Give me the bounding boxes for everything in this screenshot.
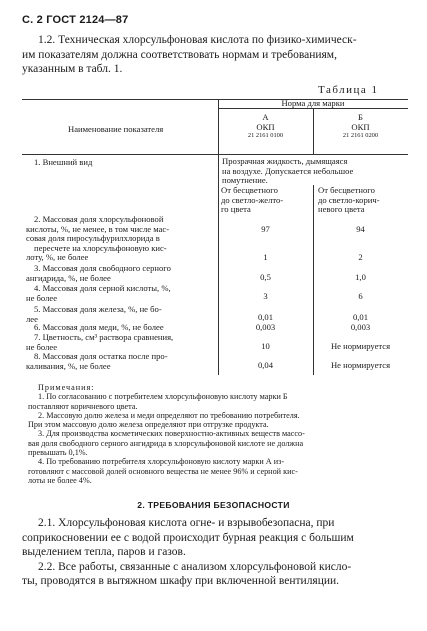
row-6-grade-b: 0,003 <box>350 322 371 332</box>
intro-line: указанным в табл. 1. <box>22 63 123 76</box>
col-header-name: Наименование показателя <box>68 124 164 134</box>
notes-line: поставляют коричневого цвета. <box>28 401 138 411</box>
row-2-grade-b-sub: 2 <box>358 252 363 262</box>
row-7-name <box>26 333 173 352</box>
row-6-grade-a: 0,003 <box>255 322 276 332</box>
row-2-grade-b-main: 94 <box>356 224 365 234</box>
row-3-name-line: 3. Массовая доля свободного серного <box>34 263 171 273</box>
section-title: 2. ТРЕБОВАНИЯ БЕЗОПАСНОСТИ <box>137 500 290 510</box>
grade-a-okp: ОКП <box>256 121 275 132</box>
notes-title: Примечания: <box>38 383 95 392</box>
notes-line: 2. Массовую долю железа и меди определяют по требованию потребителя. <box>38 410 300 420</box>
row-5-grade-a: 0,01 <box>257 312 274 322</box>
table-caption: Таблица 1 <box>318 84 379 96</box>
row-5-name-line: 5. Массовая доля железа, %, не бо- <box>34 304 162 314</box>
row-1-grade-a <box>221 186 283 215</box>
row-1-grade-a-line: От бесцветного <box>221 185 278 195</box>
row-2-name-line: совая доля пиросульфурилхлорида в <box>26 233 160 244</box>
safety-paragraph <box>22 516 408 589</box>
intro-line: 1.2. Техническая хлорсульфоновая кислота по физико-химическ- <box>38 34 357 46</box>
row-5-grade-b: 0,01 <box>352 312 369 322</box>
row-4-name <box>26 284 171 303</box>
row-2-grade-a-sub: 1 <box>263 252 268 262</box>
safety-line: 2.1. Хлорсульфоновая кислота огне- и взрывобезопасна, при <box>38 517 335 529</box>
row-4-grade-b: 6 <box>358 291 363 301</box>
row-3-name <box>26 264 171 283</box>
row-8-grade-b: Не нормируется <box>330 360 391 370</box>
notes-line: вая доля свободного серного ангидрида в хлорсульфоновой кислоте не должна <box>28 438 304 448</box>
safety-line: 2.2. Все работы, связанные с анализом хлорсульфоновой кисло- <box>38 560 352 573</box>
row-1-merged <box>222 157 353 186</box>
row-8-grade-a: 0,04 <box>257 360 274 370</box>
notes <box>28 383 305 485</box>
notes-line: 1. По согласованию с потребителем хлорсульфоновую кислоту марки Б <box>38 392 288 402</box>
notes-line: При этом массовую долю железа определяют при отгрузке продукта. <box>28 420 269 430</box>
safety-line: соприкосновении ее с водой происходит бурная реакция с большим <box>22 531 354 544</box>
notes-line: готовляют с массовой долей основного вещества не менее 96% и серной кис- <box>28 466 298 476</box>
row-3-grade-a: 0,5 <box>260 272 271 282</box>
row-7-name-line: не более <box>26 341 58 352</box>
row-6-name: 6. Массовая доля меди, %, не более <box>34 322 164 332</box>
row-3-name-line: ангидрида, %, не более <box>26 272 111 283</box>
row-8-name-line: 8. Массовая доля остатка после про- <box>34 351 168 361</box>
row-2-name-line: пересчете на хлорсульфоновую кис- <box>34 242 167 253</box>
notes-line: лоты не более 4%. <box>28 475 92 485</box>
row-2-grade-a-main: 97 <box>261 224 270 234</box>
row-1-merged-line: Прозрачная жидкость, дымящаяся <box>222 156 348 166</box>
col-header-norm: Норма для марки <box>281 98 345 108</box>
row-1-grade-b-line: От бесцветного <box>318 185 375 195</box>
grade-b-okp: ОКП <box>351 121 370 132</box>
grade-a-header <box>218 113 313 140</box>
grade-b-code: 21 2161 0200 <box>342 132 379 140</box>
intro-paragraph <box>22 33 408 77</box>
row-4-name-line: не более <box>26 292 58 303</box>
row-2-name <box>26 215 169 263</box>
notes-line: превышать 0,1%. <box>28 448 88 458</box>
row-7-grade-b: Не нормируется <box>330 341 391 351</box>
page-header: С. 2 ГОСТ 2124—87 <box>22 14 129 26</box>
row-8-name-line: каливания, %, не более <box>26 360 111 371</box>
row-8-name <box>26 352 168 371</box>
notes-line: 3. Для производства косметических поверхностно-активных веществ массо- <box>38 429 305 439</box>
intro-line: им показателям должна соответствовать нормам и требованиям, <box>22 48 337 61</box>
row-5-name-line: лее <box>26 313 38 324</box>
row-1-grade-b <box>318 186 380 215</box>
row-1-grade-a-line: до светло-желто- <box>221 194 284 205</box>
row-1-grade-b-line: невого цвета <box>318 204 365 215</box>
grade-b-header <box>313 113 408 140</box>
row-1-merged-line: помутнение. <box>222 175 268 186</box>
safety-line: выделением тепла, паров и газов. <box>22 546 186 559</box>
row-2-name-line: 2. Массовая доля хлорсульфоновой <box>34 214 164 224</box>
row-4-name-line: 4. Массовая доля серной кислоты, %, <box>34 283 171 293</box>
row-7-name-line: 7. Цветность, см³ раствора сравнения, <box>34 332 174 342</box>
row-7-grade-a: 10 <box>261 341 270 351</box>
safety-line: ты, проводятся в вытяжном шкафу при включенной вентиляции. <box>22 575 340 588</box>
row-1-merged-line: на воздухе. Допускается небольшое <box>222 165 354 176</box>
row-2-name-line: лоту, %, не более <box>26 252 89 263</box>
table-header-rule <box>22 154 408 155</box>
row-2-name-line: кислоты, %, не менее, в том числе мас- <box>26 223 170 234</box>
row-4-grade-a: 3 <box>263 291 268 301</box>
row-3-grade-b: 1,0 <box>355 272 366 282</box>
grade-a-code: 21 2161 0100 <box>247 132 284 140</box>
row-1-grade-b-line: до светло-корич- <box>318 194 380 205</box>
row-1-grade-a-line: го цвета <box>221 204 251 215</box>
grade-b-letter: Б <box>358 112 363 122</box>
row-1-name: 1. Внешний вид <box>34 157 93 167</box>
grade-a-letter: А <box>262 112 269 122</box>
notes-line: 4. По требованию потребителя хлорсульфоновую кислоту марки А из- <box>38 457 285 467</box>
